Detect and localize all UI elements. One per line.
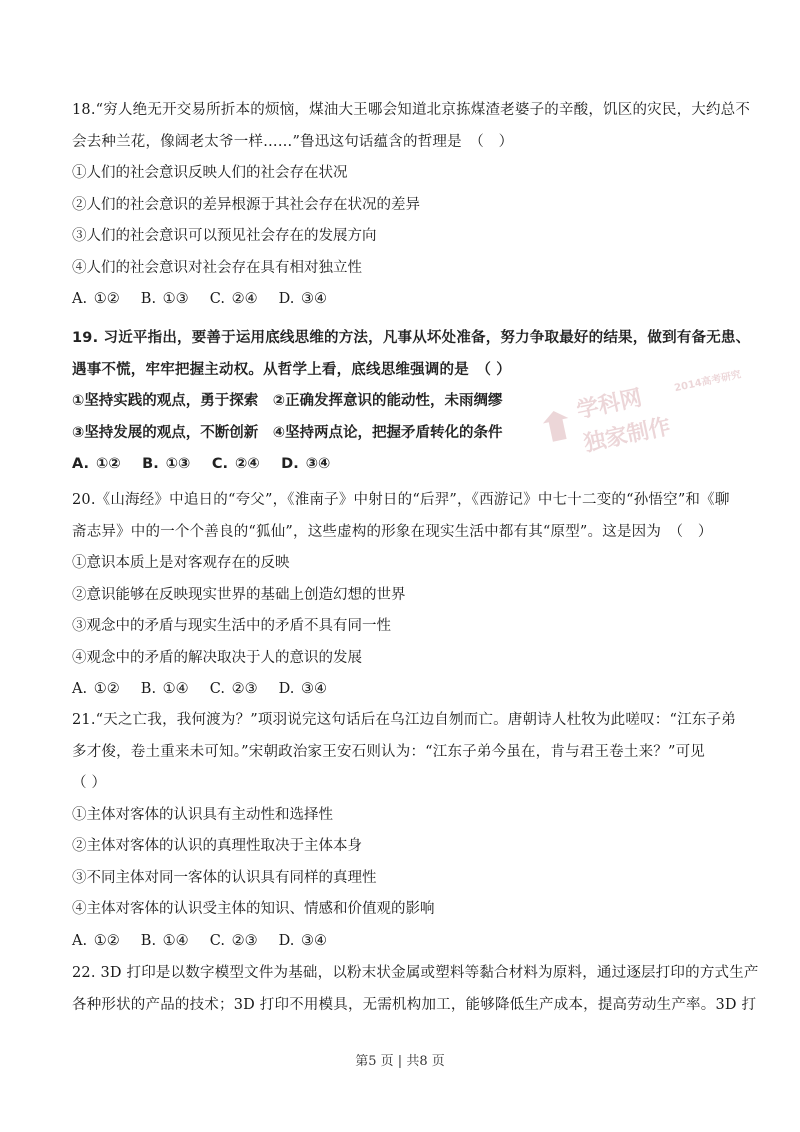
watermark-line-2: 独家制作 — [581, 414, 673, 458]
question-19-option-2: ③坚持发展的观点，不断创新 ④坚持两点论，把握矛盾转化的条件 — [72, 424, 503, 441]
question-20-choices: A. ①② B. ①④ C. ②③ D. ③④ — [72, 681, 328, 697]
question-21-option-4: ④主体对客体的认识受主体的知识、情感和价值观的影响 — [72, 901, 435, 917]
question-18 — [72, 95, 751, 316]
question-21-option-3: ③不同主体对同一客体的认识具有同样的真理性 — [72, 869, 377, 886]
question-20-option-1: ①意识本质上是对客观存在的反映 — [72, 555, 290, 571]
question-21-line-1: 21.“天之亡我，我何渡为？”项羽说完这句话后在乌江边自刎而亡。唐朝诗人杜牧为此嗟叹：“江东子弟 — [72, 712, 736, 728]
question-19-line-1: 19. 习近平指出，要善于运用底线思维的方法，凡事从坏处准备，努力争取最好的结果，做到有备无患、 — [72, 330, 751, 346]
question-20-line-2: 斋志异》中的一个个善良的“狐仙”，这些虚构的形象在现实生活中都有其“原型”。这是因为 （ ） — [72, 523, 713, 540]
page-footer: 第5 页 | 共8 页 — [355, 1054, 445, 1069]
question-20-option-4: ④观念中的矛盾的解决取决于人的意识的发展 — [72, 649, 362, 666]
question-18-option-2: ②人们的社会意识的差异根源于其社会存在状况的差异 — [72, 196, 420, 213]
question-20 — [72, 485, 732, 706]
question-21-line-2: 多才俊，卷土重来未可知。”宋朝政治家王安石则认为：“江东子弟今虽在，肯与君王卷土来？”可见 — [72, 743, 705, 760]
question-18-line-1: 18.“穷人绝无开交易所折本的烦恼，煤油大王哪会知道北京拣煤渣老婆子的辛酸，饥区的灾民，大约总不 — [72, 102, 751, 118]
question-21-choices: A. ①② B. ①④ C. ②③ D. ③④ — [72, 932, 328, 949]
watermark-logo-icon — [536, 404, 578, 450]
question-20-option-2: ②意识能够在反映现实世界的基础上创造幻想的世界 — [72, 586, 406, 603]
question-18-option-1: ①人们的社会意识反映人们的社会存在状况 — [72, 165, 348, 181]
question-22-line-2: 各种形状的产品的技术；3D 打印不用模具，无需机构加工，能够降低生产成本，提高劳动生产率。3D 打 — [72, 996, 757, 1013]
watermark-line-1: 学科网 — [574, 385, 645, 424]
question-22-line-1: 22. 3D 打印是以数字模型文件为基础，以粉末状金属或塑料等黏合材料为原料，通过逐层打印的方式生产 — [72, 965, 759, 981]
question-21-option-2: ②主体对客体的认识的真理性取决于主体本身 — [72, 838, 362, 854]
question-18-option-3: ③人们的社会意识可以预见社会存在的发展方向 — [72, 228, 377, 244]
question-21 — [72, 705, 736, 957]
question-20-option-3: ③观念中的矛盾与现实生活中的矛盾不具有同一性 — [72, 618, 391, 634]
question-19-option-1: ①坚持实践的观点，勇于探索 ②正确发挥意识的能动性，未雨绸缪 — [72, 393, 503, 409]
question-20-line-1: 20.《山海经》中追日的“夸父”，《淮南子》中射日的“后羿”，《西游记》中七十二变的“孙悟空”和《聊 — [72, 492, 730, 508]
question-19-line-2: 遇事不慌，牢牢把握主动权。从哲学上看，底线思维强调的是 （ ） — [72, 361, 511, 378]
question-18-line-2: 会去种兰花，像阔老太爷一样……”鲁迅这句话蕴含的哲理是 （ ） — [72, 133, 514, 150]
question-19-choices: A. ①② B. ①③ C. ②④ D. ③④ — [72, 456, 331, 472]
watermark-line-3: 2014高考研究 — [673, 369, 743, 395]
question-22 — [72, 958, 759, 1021]
question-21-line-3: （ ） — [72, 775, 107, 791]
question-18-choices: A. ①② B. ①③ C. ②④ D. ③④ — [72, 291, 328, 307]
question-18-option-4: ④人们的社会意识对社会存在具有相对独立性 — [72, 259, 362, 276]
question-21-option-1: ①主体对客体的认识具有主动性和选择性 — [72, 806, 333, 823]
